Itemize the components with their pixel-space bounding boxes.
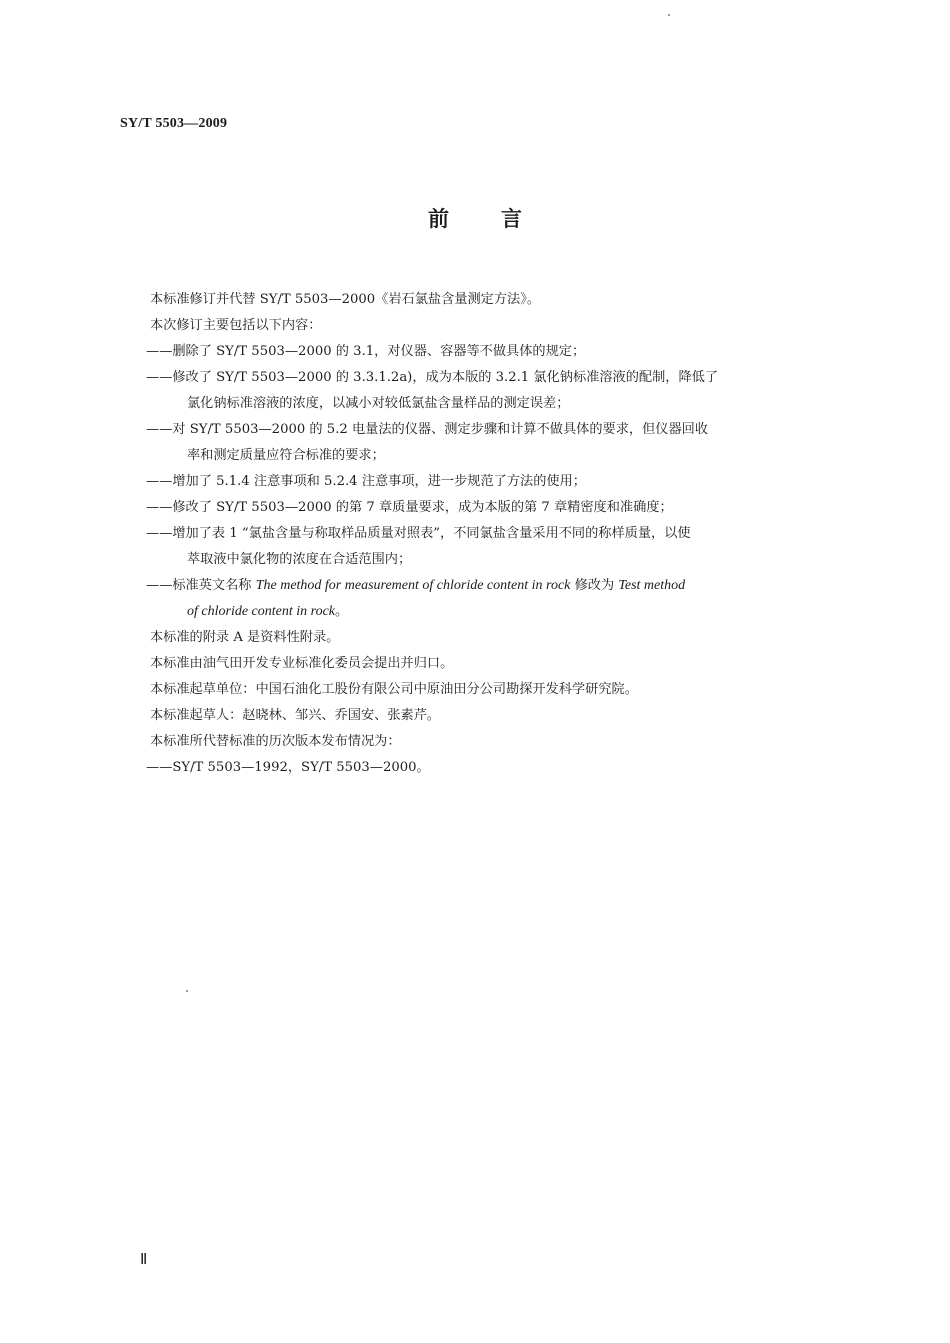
new-english-title-part2: of chloride content in rock [187,604,335,619]
paragraph-history-intro: 本标准所代替标准的历次版本发布情况为： [150,734,401,749]
old-english-title: The method for measurement of chloride content in rock [255,578,571,593]
list-item: ——修改了 SY/T 5503—2000 的 3.3.1.2a)，成为本版的 3.2.1 氯化钠标准溶液的配制，降低了 [146,370,719,385]
list-item: ——增加了 5.1.4 注意事项和 5.2.4 注意事项，进一步规范了方法的使用； [146,474,586,489]
foreword-body [146,287,855,781]
list-item: ——修改了 SY/T 5503—2000 的第 7 章质量要求，成为本版的第 7 章精密度和准确度； [146,500,673,515]
paragraph-drafting-unit: 本标准起草单位：中国石油化工股份有限公司中原油田分公司勘探开发科学研究院。 [150,682,638,697]
english-title-connector: 修改为 [574,578,615,593]
list-item-continuation: 率和测定质量应符合标准的要求； [187,448,385,463]
page-title: 前言 [428,207,574,231]
list-item-continuation: 氯化钠标准溶液的浓度，以减小对较低氯盐含量样品的测定误差； [187,396,570,411]
list-item: ——增加了表 1 “氯盐含量与称取样品质量对照表”，不同氯盐含量采用不同的称样质量，以使 [146,526,691,541]
paragraph-annex: 本标准的附录 A 是资料性附录。 [150,630,340,645]
english-title-prefix: ——标准英文名称 [146,578,252,593]
standard-code: SY/T 5503—2009 [120,116,228,131]
page-number: Ⅱ [140,1252,148,1268]
list-item-continuation [150,599,855,625]
paragraph-changes-intro: 本次修订主要包括以下内容： [150,318,322,333]
paragraph-drafters: 本标准起草人：赵晓林、邹兴、乔国安、张素芹。 [150,708,441,723]
paragraph-proposer: 本标准由油气田开发专业标准化委员会提出并归口。 [150,656,454,671]
new-english-title-part1: Test method [618,578,686,593]
list-item: ——对 SY/T 5503—2000 的 5.2 电量法的仪器、测定步骤和计算不做具体的要求，但仪器回收 [146,422,709,437]
list-item-english-title [146,573,855,599]
list-item: ——删除了 SY/T 5503—2000 的 3.1，对仪器、容器等不做具体的规定； [146,344,586,359]
scan-speck [668,14,670,16]
list-item-continuation: 萃取液中氯化物的浓度在合适范围内； [187,552,412,567]
sentence-end: 。 [335,604,349,619]
paragraph-replaces: 本标准修订并代替 SY/T 5503—2000《岩石氯盐含量测定方法》。 [150,292,541,307]
scan-speck [186,990,188,992]
list-item: ——SY/T 5503—1992，SY/T 5503—2000。 [146,760,430,775]
